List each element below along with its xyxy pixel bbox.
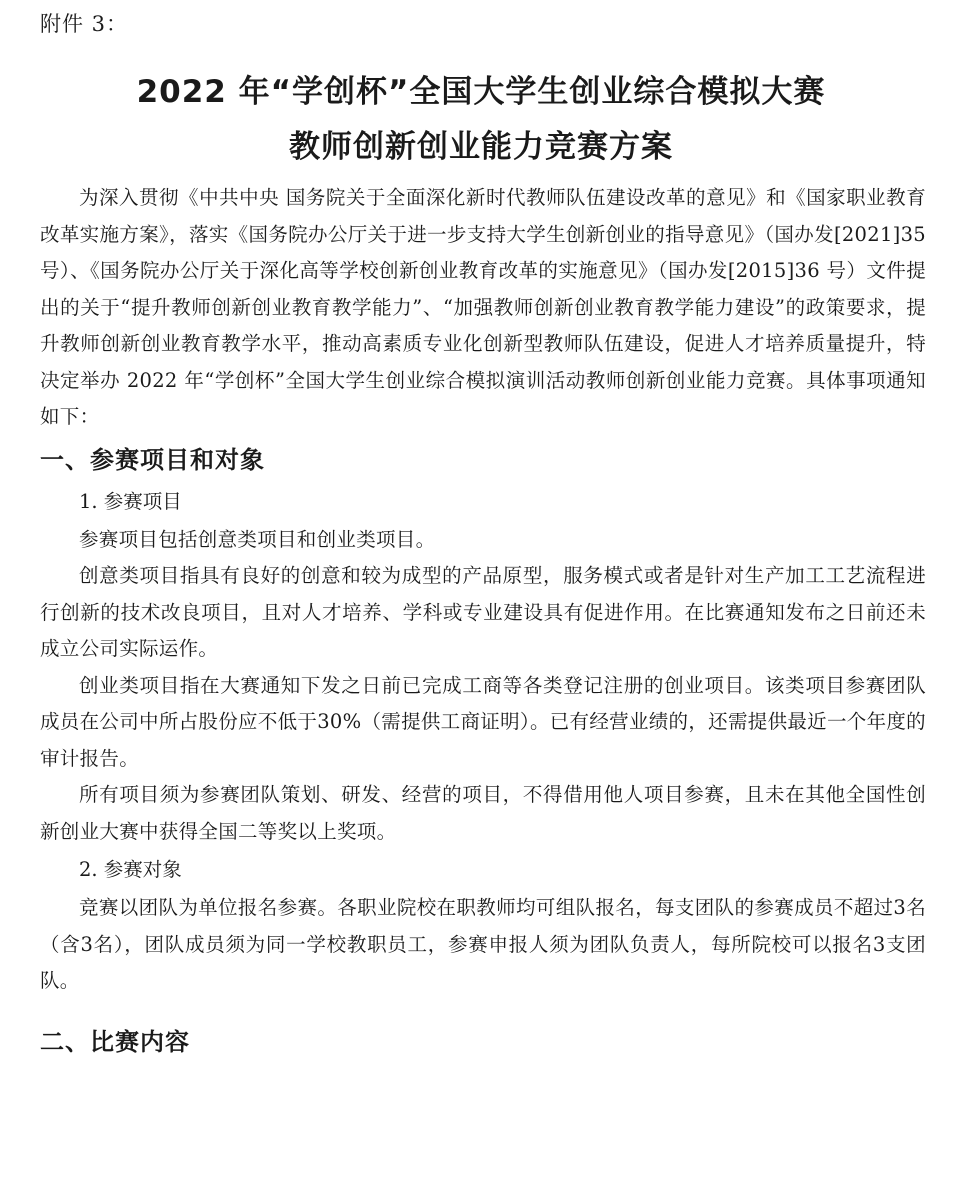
paragraph-projects: 参赛项目包括创意类项目和创业类项目。 xyxy=(79,527,436,551)
subsection-heading-1: 1. 参赛项目 xyxy=(79,489,182,513)
section-heading-1: 一、参赛项目和对象 xyxy=(40,445,265,474)
document-title: 2022 年“学创杯”全国大学生创业综合模拟大赛 xyxy=(136,74,826,110)
document-body xyxy=(40,180,926,1062)
paragraph-startup-projects: 创业类项目指在大赛通知下发之日前已完成工商等各类登记注册的创业项目。该类项目参赛团队成员在公司中所占股份应不低于30%（需提供工商证明）。已有经营业绩的，还需提供最近一个年度的审计报告。 xyxy=(40,673,926,770)
section-heading-2: 二、比赛内容 xyxy=(40,1027,190,1056)
intro-paragraph: 为深入贯彻《中共中央 国务院关于全面深化新时代教师队伍建设改革的意见》和《国家职业教育改革实施方案》，落实《国务院办公厅关于进一步支持大学生创新创业的指导意见》（国办发[2021]35 号）、《国务院办公厅关于深化高等学校创新创业教育改革的实施意见》（国办发[2015]36 号）文件提出的关于“提升教师创新创业教育教学能力”、“加强教师创新创业教育教学能力建设”的政策要求，提升教师创新创业教育教学水平，推动高素质专业化创新型教师队伍建设，促进人才培养质量提升，特决定举办 2022 年“学创杯”全国大学生创业综合模拟演训活动教师创新创业能力竞赛。具体事项通知如下： xyxy=(40,186,926,428)
attachment-label: 附件 3： xyxy=(40,12,129,36)
document-subtitle: 教师创新创业能力竞赛方案 xyxy=(289,129,673,165)
subsection-heading-2: 2. 参赛对象 xyxy=(79,858,182,881)
paragraph-project-rules: 所有项目须为参赛团队策划、研发、经营的项目，不得借用他人项目参赛，且未在其他全国性创新创业大赛中获得全国二等奖以上奖项。 xyxy=(40,783,926,843)
paragraph-participants: 竞赛以团队为单位报名参赛。各职业院校在职教师均可组队报名，每支团队的参赛成员不超过3名（含3名），团队成员须为同一学校教职员工，参赛申报人须为团队负责人，每所院校可以报名3支团队。 xyxy=(40,896,926,992)
paragraph-creative-projects: 创意类项目指具有良好的创意和较为成型的产品原型，服务模式或者是针对生产加工工艺流程进行创新的技术改良项目，且对人才培养、学科或专业建设具有促进作用。在比赛通知发布之日前还未成立公司实际运作。 xyxy=(40,564,926,660)
